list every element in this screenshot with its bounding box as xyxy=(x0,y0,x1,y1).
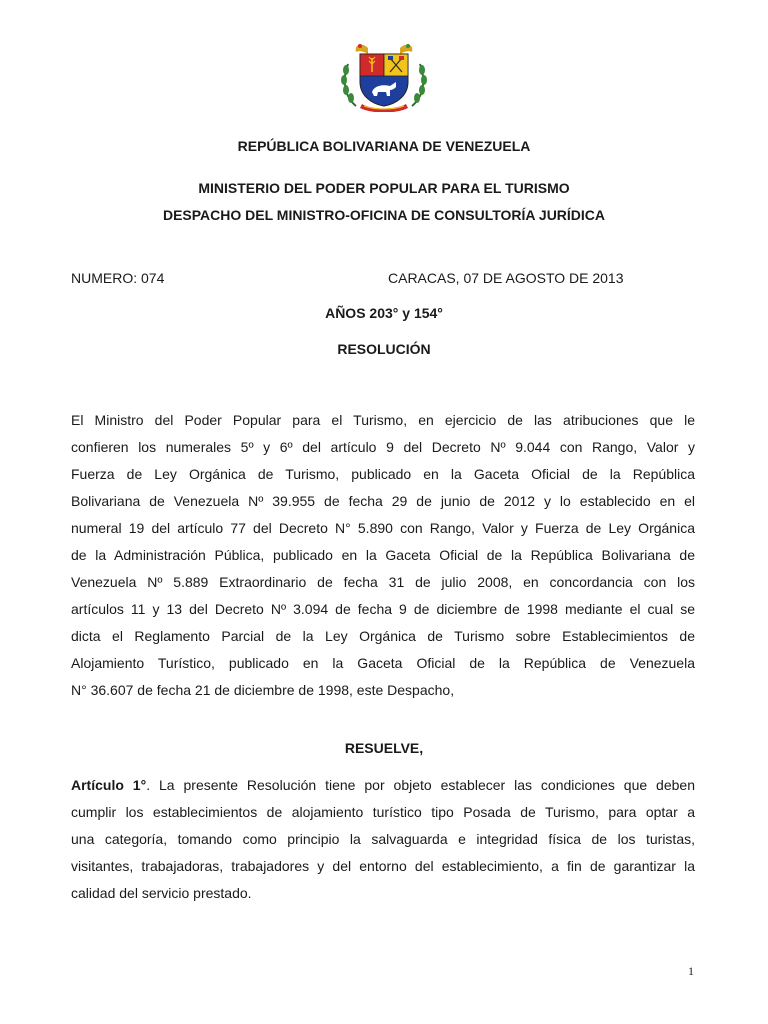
preamble-line: El Ministro del Poder Popular para el Turismo, en ejercicio de las atribuciones que le xyxy=(71,412,695,428)
article-1-line: calidad del servicio prestado. xyxy=(71,885,252,901)
article-1-paragraph xyxy=(71,772,695,907)
preamble-line: confieren los numerales 5º y 6º del artículo 9 del Decreto Nº 9.044 con Rango, Valor y xyxy=(71,439,695,455)
article-1-label: Artículo 1° xyxy=(71,777,147,793)
article-1-text: . La presente Resolución tiene por objeto establecer las condiciones que deben xyxy=(146,777,695,793)
resolution-number: NUMERO: 074 xyxy=(71,270,165,286)
preamble-line: Bolivariana de Venezuela Nº 39.955 de fecha 29 de junio de 2012 y lo establecido en el xyxy=(71,493,695,509)
preamble-line: dicta el Reglamento Parcial de la Ley Orgánica de Turismo sobre Establecimientos de xyxy=(71,628,695,644)
preamble-line: Fuerza de Ley Orgánica de Turismo, publicado en la Gaceta Oficial de la República xyxy=(71,466,695,482)
years-line: AÑOS 203° y 154° xyxy=(325,305,443,321)
preamble-line: numeral 19 del artículo 77 del Decreto N° 5.890 con Rango, Valor y Fuerza de Ley Orgánica xyxy=(71,520,695,536)
preamble-line: de la Administración Pública, publicado en la Gaceta Oficial de la República Bolivariana de xyxy=(71,547,695,563)
preamble-line: N° 36.607 de fecha 21 de diciembre de 1998, este Despacho, xyxy=(71,682,455,698)
preamble-line: Alojamiento Turístico, publicado en la Gaceta Oficial de la República de Venezuela xyxy=(71,655,695,671)
article-1-line: visitantes, trabajadoras, trabajadores y del entorno del establecimiento, a fin de garantizar la xyxy=(71,858,695,874)
header-ministry: MINISTERIO DEL PODER POPULAR PARA EL TURISMO xyxy=(198,180,570,196)
document-type: RESOLUCIÓN xyxy=(337,341,431,357)
resolves-heading: RESUELVE, xyxy=(344,740,424,756)
place-date: CARACAS, 07 DE AGOSTO DE 2013 xyxy=(388,270,624,286)
preamble-line: artículos 11 y 13 del Decreto Nº 3.094 de fecha 9 de diciembre de 1998 mediante el cual se xyxy=(71,601,695,617)
preamble-line: Venezuela Nº 5.889 Extraordinario de fecha 31 de julio 2008, en concordancia con los xyxy=(71,574,695,590)
page-number: 1 xyxy=(688,964,694,978)
article-1-line xyxy=(71,772,695,799)
preamble-paragraph xyxy=(71,407,695,704)
header-office: DESPACHO DEL MINISTRO-OFICINA DE CONSULTORÍA JURÍDICA xyxy=(162,207,606,223)
coat-of-arms-icon xyxy=(338,40,430,112)
article-1-line: cumplir los establecimientos de alojamiento turístico tipo Posada de Turismo, para optar a xyxy=(71,804,695,820)
article-1-line: una categoría, tomando como principio la salvaguarda e integridad física de los turistas, xyxy=(71,831,695,847)
header-country: REPÚBLICA BOLIVARIANA DE VENEZUELA xyxy=(237,138,531,154)
